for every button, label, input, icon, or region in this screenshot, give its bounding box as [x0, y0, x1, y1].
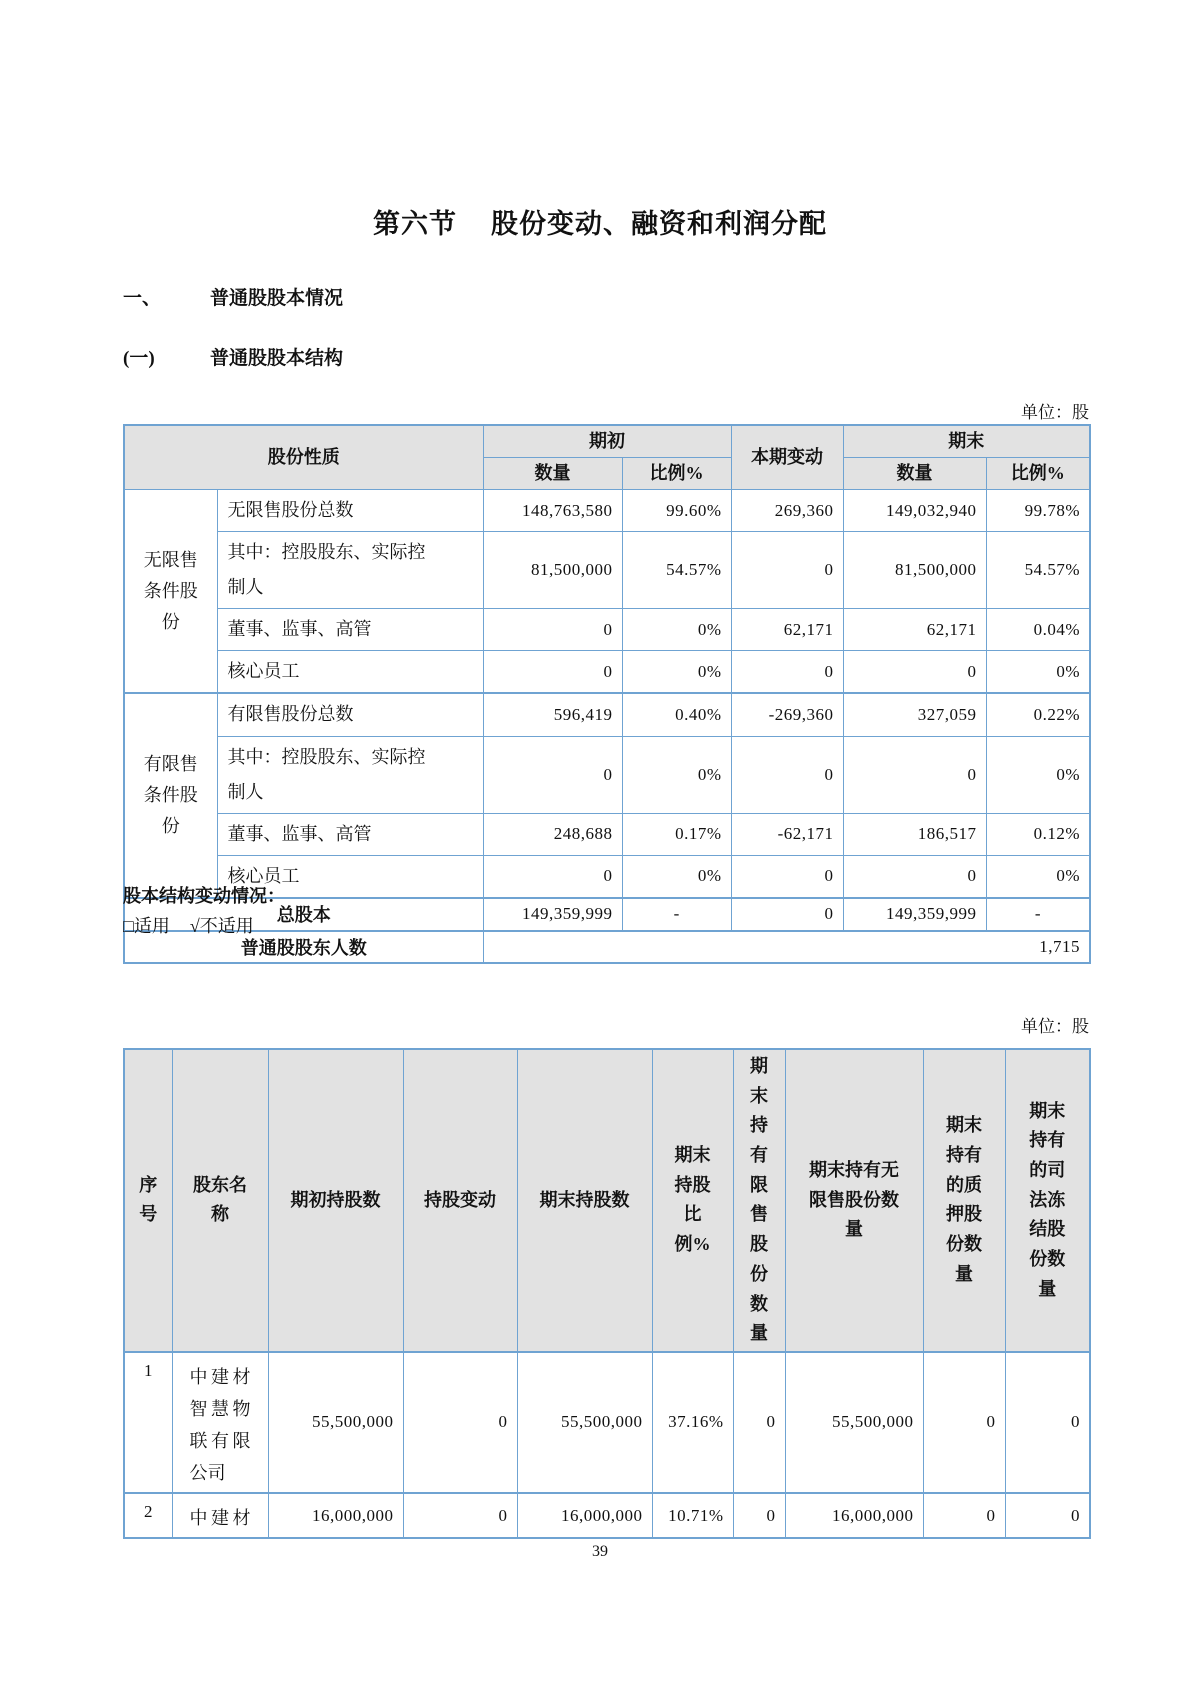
header-cell-end-ratio: 比例%: [986, 458, 1090, 490]
table-row: [124, 532, 1090, 609]
row-label-cell: 核心员工: [217, 855, 483, 898]
value-cell: -: [986, 898, 1090, 931]
table-row: [124, 813, 1090, 855]
value-cell: 0: [1005, 1493, 1090, 1538]
section-number: 一、: [123, 288, 162, 309]
value-cell: -269,360: [731, 693, 843, 736]
value-cell: 0: [1005, 1352, 1090, 1493]
index-cell: 2: [124, 1493, 172, 1538]
value-cell: 99.60%: [622, 490, 731, 532]
header-cell-end-shares: 期末持股数: [517, 1049, 652, 1352]
value-cell: 16,000,000: [785, 1493, 923, 1538]
header-cell-end-restricted: 期末持有限售股份数量: [733, 1049, 785, 1352]
value-cell: 148,763,580: [483, 490, 622, 532]
value-cell: 0: [843, 736, 986, 813]
header-cell-end: 期末: [843, 425, 1090, 458]
page-number: 39: [592, 1543, 608, 1560]
shareholder-name-cell: 中建材: [172, 1493, 268, 1538]
subsection-number: (一): [123, 348, 155, 369]
value-cell: 0: [731, 651, 843, 694]
value-cell: 149,359,999: [843, 898, 986, 931]
value-cell: 248,688: [483, 813, 622, 855]
holders-count-row: [124, 931, 1090, 963]
header-cell-nature: 股份性质: [124, 425, 483, 490]
header-cell-end-unrestricted: 期末持有无限售股份数量: [785, 1049, 923, 1352]
top-shareholders-table: [123, 1048, 1091, 1539]
value-cell: 54.57%: [622, 532, 731, 609]
value-cell: 0: [483, 609, 622, 651]
value-cell: 0: [733, 1352, 785, 1493]
table-row: [124, 1352, 1090, 1493]
value-cell: 55,500,000: [268, 1352, 403, 1493]
value-cell: 81,500,000: [843, 532, 986, 609]
value-cell: 0.17%: [622, 813, 731, 855]
group-label-cell: 无限售条件股份: [124, 490, 217, 694]
value-cell: 54.57%: [986, 532, 1090, 609]
value-cell: 10.71%: [652, 1493, 733, 1538]
total-label-cell: 总股本: [124, 898, 483, 931]
value-cell: 0%: [986, 855, 1090, 898]
value-cell: 0.40%: [622, 693, 731, 736]
holders-label-cell: 普通股股东人数: [124, 931, 483, 963]
header-cell-begin-qty: 数量: [483, 458, 622, 490]
value-cell: 0: [923, 1352, 1005, 1493]
value-cell: 0%: [622, 736, 731, 813]
value-cell: 0: [731, 532, 843, 609]
value-cell: 0: [843, 651, 986, 694]
subsection-title: 普通股股本结构: [210, 348, 344, 369]
value-cell: 0.04%: [986, 609, 1090, 651]
value-cell: 596,419: [483, 693, 622, 736]
header-cell-end-pledged: 期末持有的质押股份数量: [923, 1049, 1005, 1352]
group-label-cell: 有限售条件股份: [124, 693, 217, 897]
header-cell-end-ratio: 期末持股比例%: [652, 1049, 733, 1352]
row-label-cell: 有限售股份总数: [217, 693, 483, 736]
table-header-row: [124, 1049, 1090, 1352]
unit-label-2: 单位：股: [1021, 1017, 1089, 1036]
header-cell-share-change: 持股变动: [403, 1049, 517, 1352]
row-label-cell: 核心员工: [217, 651, 483, 694]
value-cell: 0: [731, 898, 843, 931]
capital-change-note: 股本结构变动情况：: [123, 886, 285, 906]
value-cell: 0: [403, 1352, 517, 1493]
checkbox-applicable: □适用: [123, 916, 170, 936]
header-cell-begin-shares: 期初持股数: [268, 1049, 403, 1352]
table-row: [124, 693, 1090, 736]
value-cell: 0: [733, 1493, 785, 1538]
section-heading-1: [123, 283, 343, 310]
section-title: 普通股股本情况: [210, 288, 344, 309]
row-label-cell: 其中：控股股东、实际控制人: [217, 532, 483, 609]
value-cell: 0: [843, 855, 986, 898]
value-cell: 0%: [622, 609, 731, 651]
shareholder-name-cell: 中建材智慧物联有限公司: [172, 1352, 268, 1493]
checkmark-not-applicable: √不适用: [189, 916, 254, 936]
value-cell: 81,500,000: [483, 532, 622, 609]
header-cell-index: 序号: [124, 1049, 172, 1352]
holders-value-cell: 1,715: [483, 931, 1090, 963]
value-cell: 149,359,999: [483, 898, 622, 931]
chapter-number: 第六节: [373, 209, 457, 239]
value-cell: 0: [483, 855, 622, 898]
value-cell: 0: [483, 651, 622, 694]
row-label-cell: 董事、监事、高管: [217, 813, 483, 855]
value-cell: 0: [731, 736, 843, 813]
value-cell: 186,517: [843, 813, 986, 855]
value-cell: 55,500,000: [785, 1352, 923, 1493]
value-cell: 327,059: [843, 693, 986, 736]
subsection-heading-1: [123, 343, 343, 370]
index-cell: 1: [124, 1352, 172, 1493]
value-cell: 0.12%: [986, 813, 1090, 855]
chapter-title-text: 股份变动、融资和利润分配: [491, 209, 827, 239]
row-label-cell: 董事、监事、高管: [217, 609, 483, 651]
page-content: [123, 0, 1089, 1695]
value-cell: 99.78%: [986, 490, 1090, 532]
value-cell: 0: [483, 736, 622, 813]
table-row: [124, 651, 1090, 694]
value-cell: 16,000,000: [517, 1493, 652, 1538]
table-row: [124, 609, 1090, 651]
header-cell-shareholder-name: 股东名称: [172, 1049, 268, 1352]
value-cell: 0: [403, 1493, 517, 1538]
subsection-heading-2: [123, 962, 210, 984]
value-cell: 62,171: [843, 609, 986, 651]
value-cell: 16,000,000: [268, 1493, 403, 1538]
value-cell: 0.22%: [986, 693, 1090, 736]
row-label-cell: 无限售股份总数: [217, 490, 483, 532]
value-cell: 269,360: [731, 490, 843, 532]
applicability-options: [123, 912, 254, 938]
header-cell-end-qty: 数量: [843, 458, 986, 490]
value-cell: 0%: [622, 855, 731, 898]
row-label-cell: 其中：控股股东、实际控制人: [217, 736, 483, 813]
header-cell-change: 本期变动: [731, 425, 843, 490]
value-cell: 62,171: [731, 609, 843, 651]
value-cell: -62,171: [731, 813, 843, 855]
header-cell-end-frozen: 期末持有的司法冻结股份数量: [1005, 1049, 1090, 1352]
value-cell: 0%: [622, 651, 731, 694]
table-row: [124, 736, 1090, 813]
value-cell: 0: [923, 1493, 1005, 1538]
unit-label-1: 单位：股: [1021, 403, 1089, 422]
table-header-row: [124, 425, 1090, 458]
value-cell: 37.16%: [652, 1352, 733, 1493]
value-cell: 0: [731, 855, 843, 898]
value-cell: 0%: [986, 736, 1090, 813]
table-row: [124, 1493, 1090, 1538]
value-cell: 55,500,000: [517, 1352, 652, 1493]
header-cell-begin-ratio: 比例%: [622, 458, 731, 490]
value-cell: 0%: [986, 651, 1090, 694]
value-cell: 149,032,940: [843, 490, 986, 532]
value-cell: -: [622, 898, 731, 931]
table-row: [124, 490, 1090, 532]
header-cell-begin: 期初: [483, 425, 731, 458]
